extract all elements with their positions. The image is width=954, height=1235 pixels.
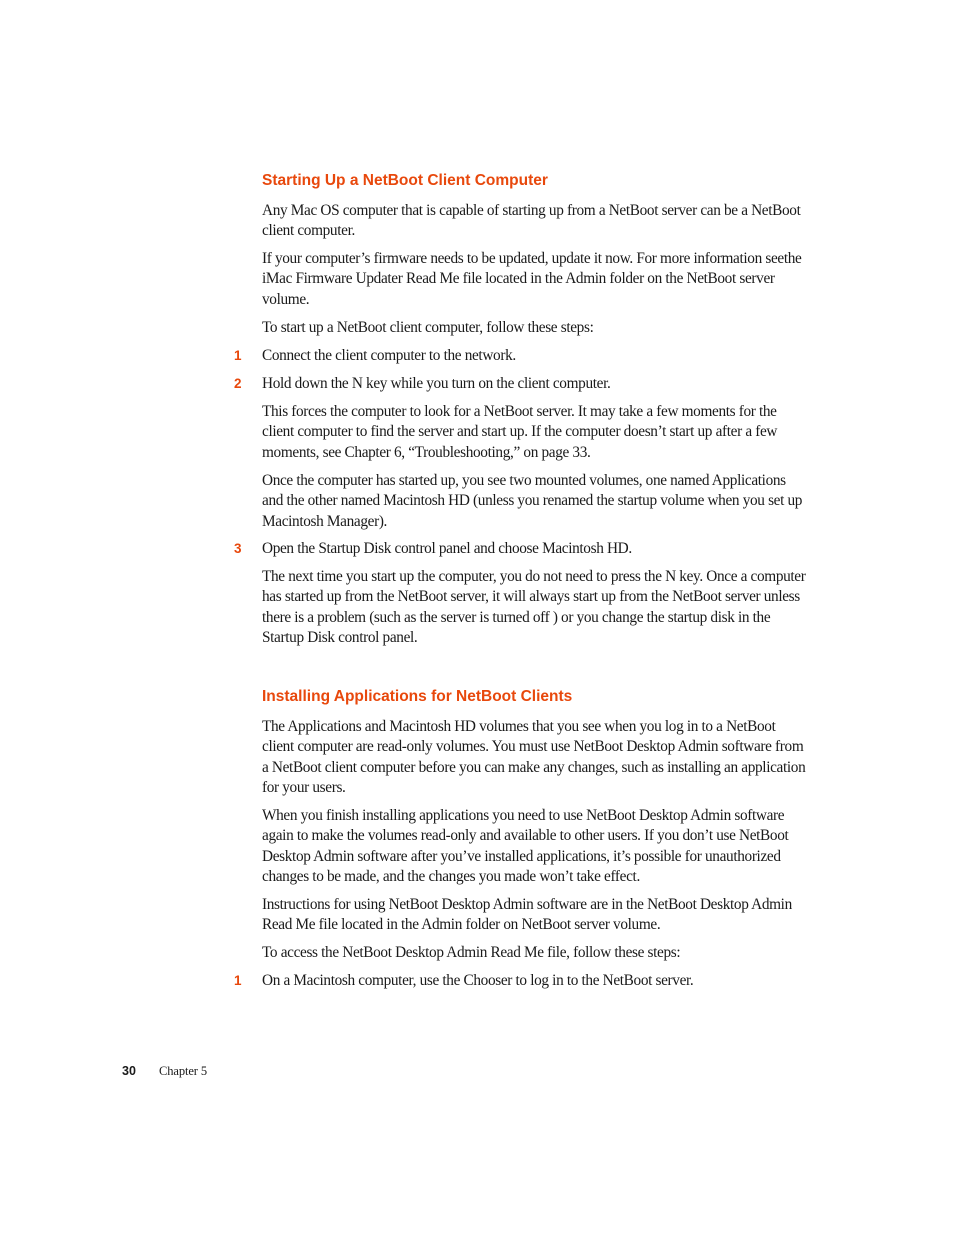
step-text: Hold down the N key while you turn on the client computer. (262, 375, 611, 392)
step-note: This forces the computer to look for a NetBoot server. It may take a few moments for the client computer to find the server and start up. If the computer doesn’t start up after a few moments, see Chapter 6, “Troubleshooting,” on page 33. (262, 403, 778, 461)
step-text: On a Macintosh computer, use the Chooser to log in to the NetBoot server. (262, 972, 694, 989)
body-paragraph: The Applications and Macintosh HD volumes that you see when you log in to a NetBoot client computer are read-only volumes. You must use NetBoot Desktop Admin software from a NetBoot client computer before you can make any changes, such as installing an application for your users. (262, 718, 806, 797)
step-text: Open the Startup Disk control panel and choose Macintosh HD. (262, 540, 632, 557)
step-number: 3 (234, 541, 242, 556)
step-number: 1 (234, 348, 242, 363)
page-number: 30 (122, 1064, 136, 1078)
step-number: 1 (234, 973, 242, 988)
section-heading-installing-applications: Installing Applications for NetBoot Clients (262, 688, 573, 705)
step-number: 2 (234, 376, 242, 391)
body-paragraph: To start up a NetBoot client computer, follow these steps: (262, 319, 594, 336)
body-paragraph: To access the NetBoot Desktop Admin Read Me file, follow these steps: (262, 944, 681, 961)
body-paragraph: Instructions for using NetBoot Desktop Admin software are in the NetBoot Desktop Admin Read Me file located in the Admin folder on NetBoot server volume. (262, 896, 792, 934)
section-heading-starting-up: Starting Up a NetBoot Client Computer (262, 172, 548, 189)
step-note: The next time you start up the computer, you do not need to press the N key. Once a computer has started up from the NetBoot server, it will always start up from the NetBoot server unless there is a problem (such as the server is turned off ) or you change the startup disk in the Startup Disk control panel. (262, 568, 806, 647)
chapter-label: Chapter 5 (159, 1064, 208, 1078)
body-paragraph: When you finish installing applications you need to use NetBoot Desktop Admin software again to make the volumes read-only and available to other users. If you don’t use NetBoot Desktop Admin software after you’ve installed applications, it’s possible for unauthorized changes to be made, and the changes you made won’t take effect. (262, 807, 789, 886)
body-paragraph: Any Mac OS computer that is capable of starting up from a NetBoot server can be a NetBoot client computer. (262, 202, 801, 240)
body-paragraph: If your computer’s firmware needs to be updated, update it now. For more information seethe iMac Firmware Updater Read Me file located in the Admin folder on the NetBoot server volume. (262, 250, 802, 308)
step-note: Once the computer has started up, you see two mounted volumes, one named Applications and the other named Macintosh HD (unless you renamed the startup volume when you set up Macintosh Manager). (262, 472, 803, 530)
step-text: Connect the client computer to the network. (262, 347, 516, 364)
